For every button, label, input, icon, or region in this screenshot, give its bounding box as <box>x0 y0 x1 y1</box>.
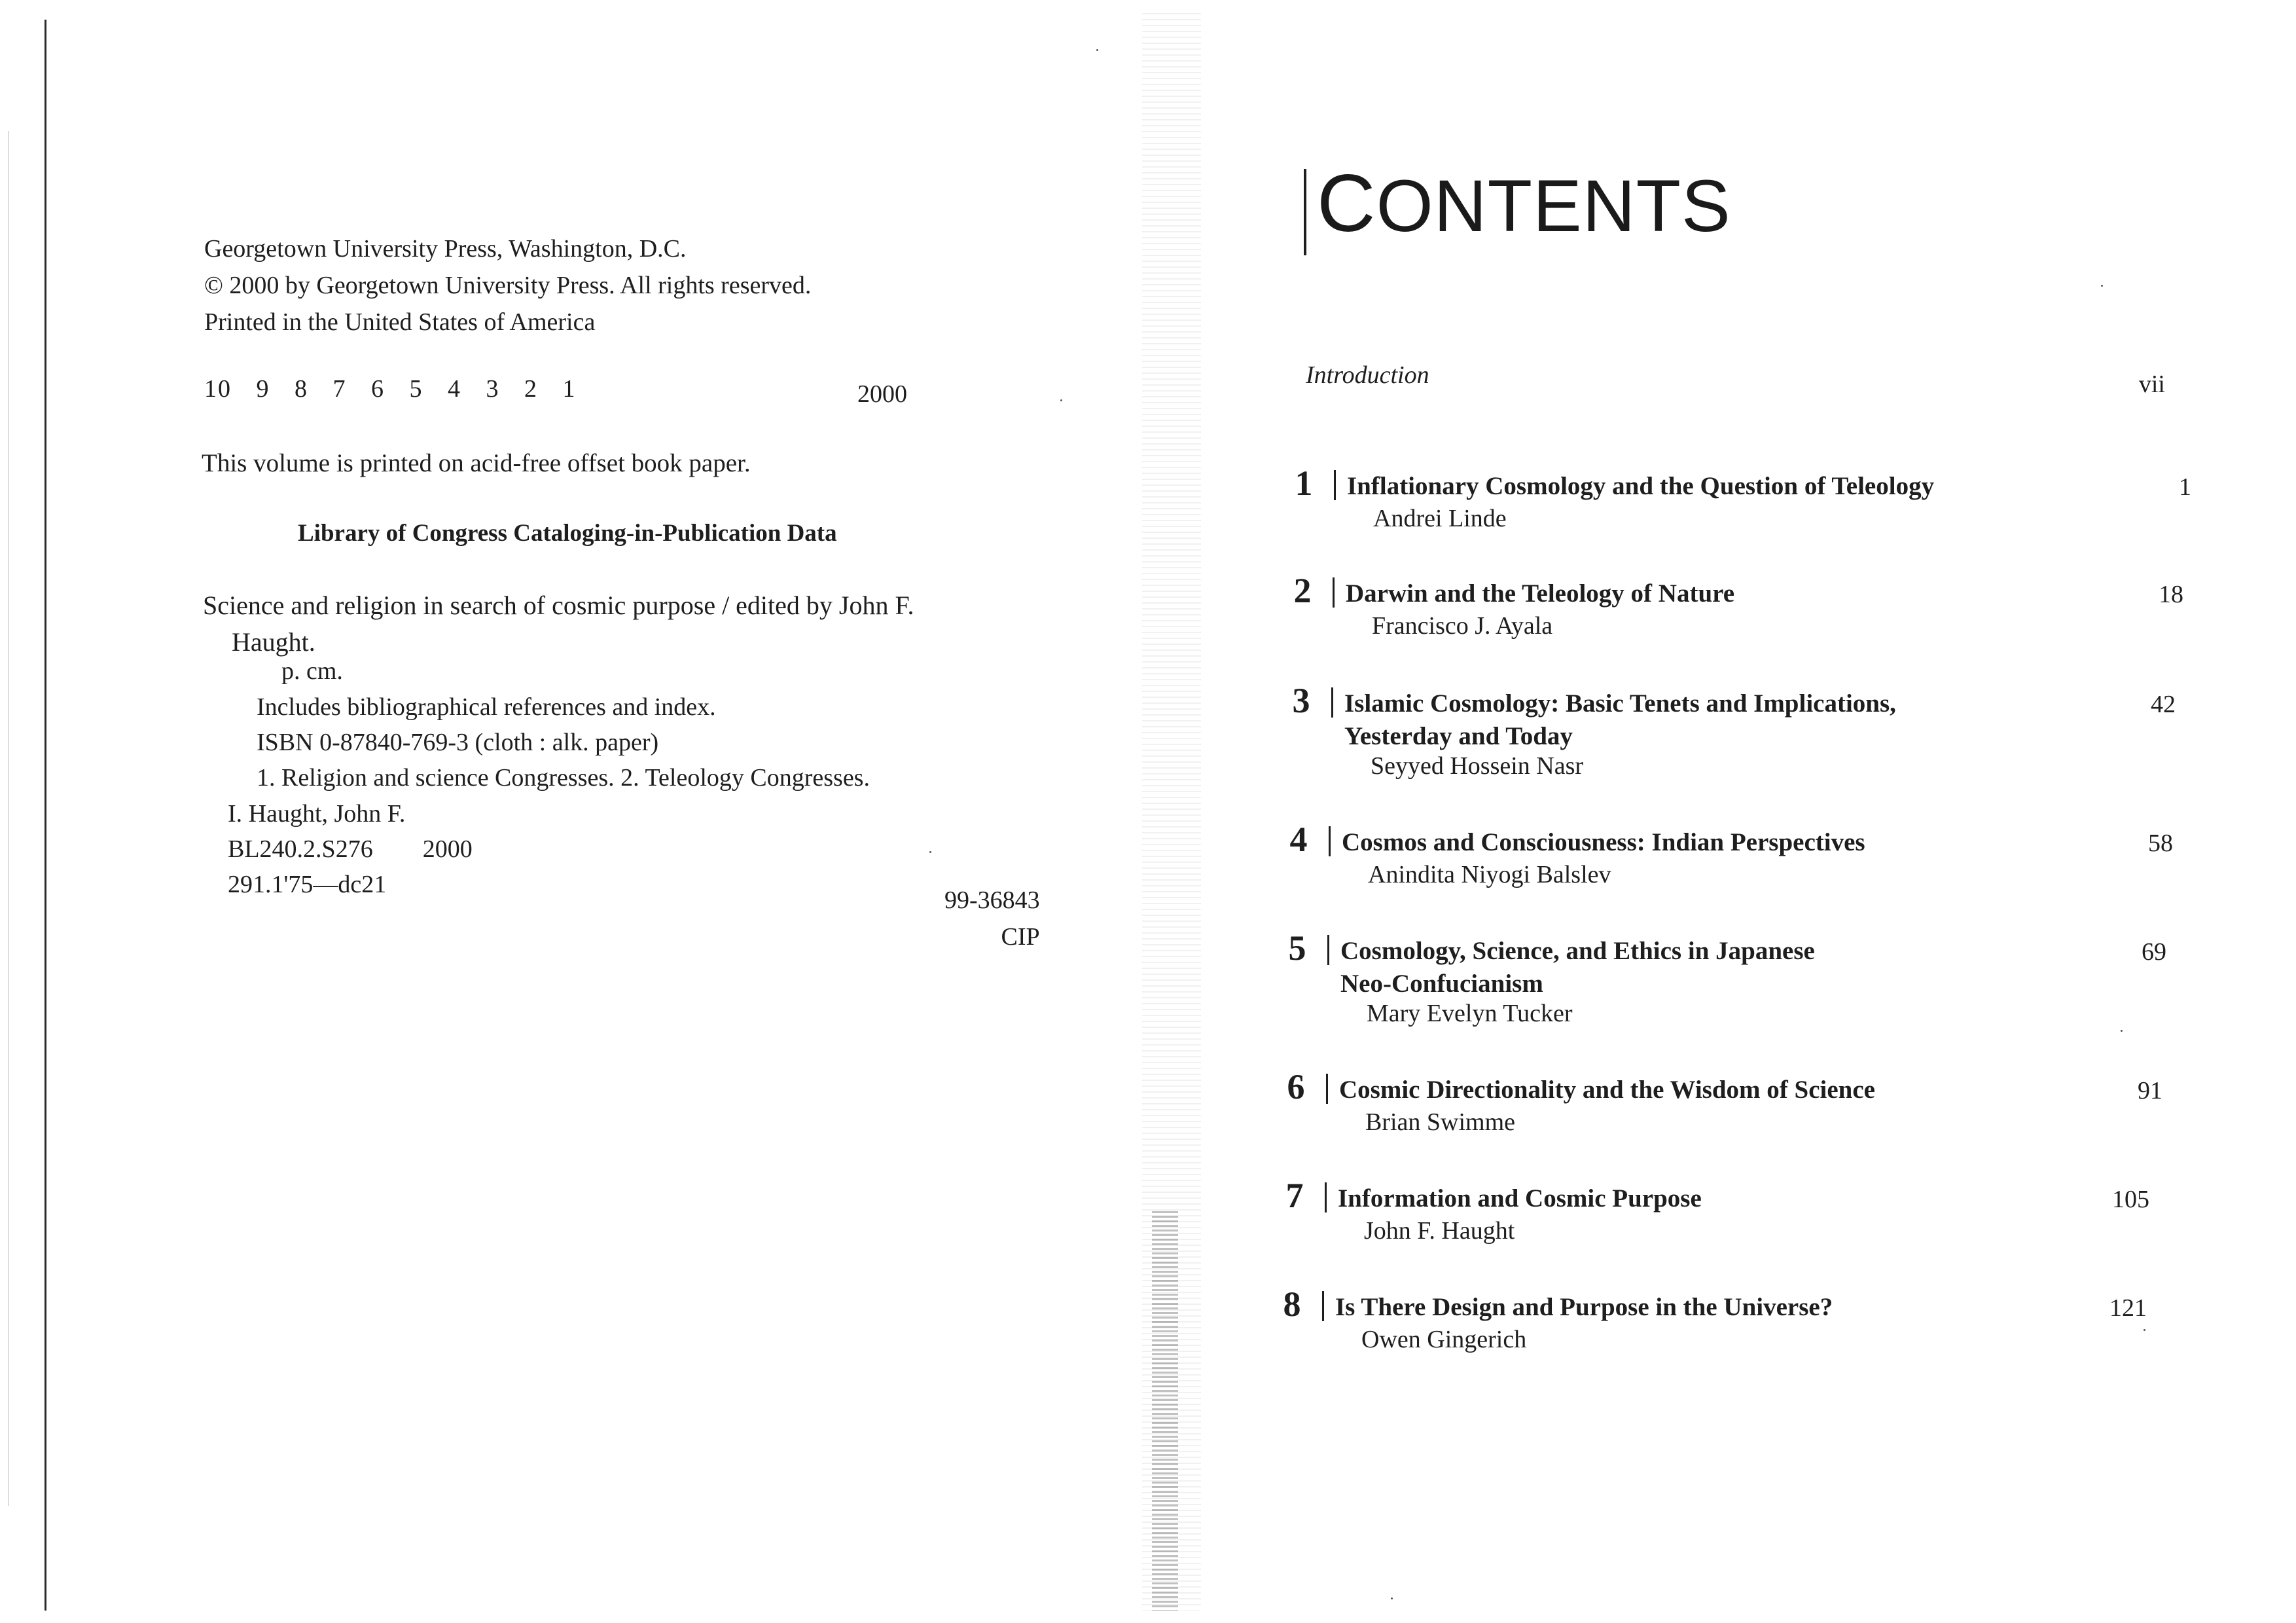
chapter-number: 7 <box>1285 1176 1304 1215</box>
printing-year: 2000 <box>857 380 907 408</box>
chapter-page-number: 105 <box>2112 1186 2149 1213</box>
introduction-label: Introduction <box>1306 361 1429 389</box>
chapter-title-line: Cosmology, Science, and Ethics in Japanese <box>1340 937 1815 965</box>
chapter-title <box>1344 687 2038 753</box>
chapter-separator-bar <box>1326 1074 1328 1104</box>
chapter-page-number: 42 <box>2151 691 2176 718</box>
chapter-author: Brian Swimme <box>1365 1108 1516 1136</box>
chapter-separator-bar <box>1331 687 1333 718</box>
acid-free-notice: This volume is printed on acid-free offset book paper. <box>202 449 751 477</box>
chapter-separator-bar <box>1329 826 1331 856</box>
chapter-author: John F. Haught <box>1364 1217 1515 1245</box>
chapter-number: 5 <box>1288 928 1306 968</box>
chapter-title <box>1335 1291 2029 1324</box>
cip-subjects: 1. Religion and science Congresses. 2. Teleology Congresses. <box>257 764 870 792</box>
copyright-line: © 2000 by Georgetown University Press. All rights reserved. <box>204 272 812 299</box>
chapter-title-line: Is There Design and Purpose in the Universe? <box>1335 1293 1833 1321</box>
chapter-number: 1 <box>1295 464 1313 503</box>
contents-title <box>1317 157 1731 250</box>
scan-speck <box>1060 399 1062 401</box>
cip-added-entry: I. Haught, John F. <box>228 800 406 828</box>
contents-title-rest: ONTENTS <box>1376 165 1731 247</box>
page-edge-faint-line <box>8 131 9 1506</box>
chapter-separator-bar <box>1327 935 1329 965</box>
scan-speck <box>2121 1030 2123 1032</box>
chapter-author: Owen Gingerich <box>1361 1326 1527 1353</box>
cip-title-line: Science and religion in search of cosmic purpose / edited by John F. <box>203 591 914 620</box>
chapter-title-line: Neo-Confucianism <box>1340 970 1543 998</box>
cip-bibliography-note: Includes bibliographical references and index. <box>257 693 716 721</box>
chapter-number: 4 <box>1289 820 1308 859</box>
chapter-separator-bar <box>1325 1182 1327 1213</box>
chapter-title-line: Islamic Cosmology: Basic Tenets and Implications, <box>1344 689 1896 718</box>
chapter-title <box>1339 1074 2033 1106</box>
chapter-number: 2 <box>1293 571 1312 610</box>
chapter-title-line: Cosmic Directionality and the Wisdom of Science <box>1339 1076 1875 1104</box>
chapter-title-line: Information and Cosmic Purpose <box>1338 1184 1702 1213</box>
chapter-page-number: 18 <box>2159 581 2183 608</box>
chapter-title-line: Yesterday and Today <box>1344 722 1573 750</box>
chapter-author: Francisco J. Ayala <box>1372 612 1553 640</box>
chapter-title <box>1346 577 2039 610</box>
cip-lccn-block <box>944 882 1040 955</box>
printing-number-line: 10 9 8 7 6 5 4 3 2 1 <box>204 375 577 403</box>
chapter-title <box>1347 470 2041 503</box>
chapter-author: Seyyed Hossein Nasr <box>1371 752 1584 780</box>
cip-title-block <box>203 587 1041 661</box>
chapter-author: Anindita Niyogi Balslev <box>1368 861 1611 888</box>
chapter-title <box>1340 935 2034 1000</box>
chapter-title-line: Cosmos and Consciousness: Indian Perspectives <box>1342 828 1865 856</box>
chapter-page-number: 1 <box>2179 473 2191 501</box>
chapter-separator-bar <box>1322 1291 1324 1321</box>
scan-speck <box>2101 285 2103 287</box>
publisher-line: Georgetown University Press, Washington, D.C. <box>204 235 687 263</box>
cip-lc-classification: BL240.2.S276 2000 <box>228 835 473 863</box>
cip-heading: Library of Congress Cataloging-in-Publication Data <box>298 520 837 547</box>
scan-speck <box>929 851 931 853</box>
cip-lccn: 99-36843 <box>944 886 1040 914</box>
cip-dewey: 291.1'75—dc21 <box>228 871 387 898</box>
chapter-number: 3 <box>1292 681 1310 720</box>
chapter-title-line: Darwin and the Teleology of Nature <box>1346 579 1735 608</box>
chapter-number: 8 <box>1283 1285 1301 1324</box>
contents-title-initial: C <box>1317 158 1376 249</box>
introduction-page-number: vii <box>2138 371 2165 398</box>
scan-speck <box>2144 1329 2145 1331</box>
cip-title-continuation: Haught. <box>232 627 315 657</box>
chapter-author: Andrei Linde <box>1373 505 1507 532</box>
contents-page <box>1165 0 2296 1623</box>
cip-isbn: ISBN 0-87840-769-3 (cloth : alk. paper) <box>257 729 659 756</box>
cip-label: CIP <box>1001 923 1040 951</box>
scan-speck <box>1391 1597 1393 1599</box>
chapter-title-line: Inflationary Cosmology and the Question of Teleology <box>1347 472 1935 500</box>
chapter-page-number: 69 <box>2142 938 2166 966</box>
chapter-page-number: 91 <box>2138 1077 2162 1104</box>
contents-title-bar <box>1304 169 1306 255</box>
chapter-number: 6 <box>1287 1067 1305 1106</box>
page-edge-line <box>45 20 46 1611</box>
chapter-title <box>1342 826 2036 859</box>
chapter-title <box>1338 1182 2032 1215</box>
chapter-separator-bar <box>1333 577 1335 608</box>
chapter-page-number: 121 <box>2109 1294 2147 1322</box>
chapter-author: Mary Evelyn Tucker <box>1367 1000 1573 1027</box>
cip-pcm: p. cm. <box>281 657 343 685</box>
chapter-page-number: 58 <box>2148 830 2173 857</box>
copyright-block <box>204 230 811 340</box>
chapter-separator-bar <box>1334 470 1336 500</box>
printed-in-line: Printed in the United States of America <box>204 308 596 336</box>
scan-speck <box>1096 49 1098 51</box>
